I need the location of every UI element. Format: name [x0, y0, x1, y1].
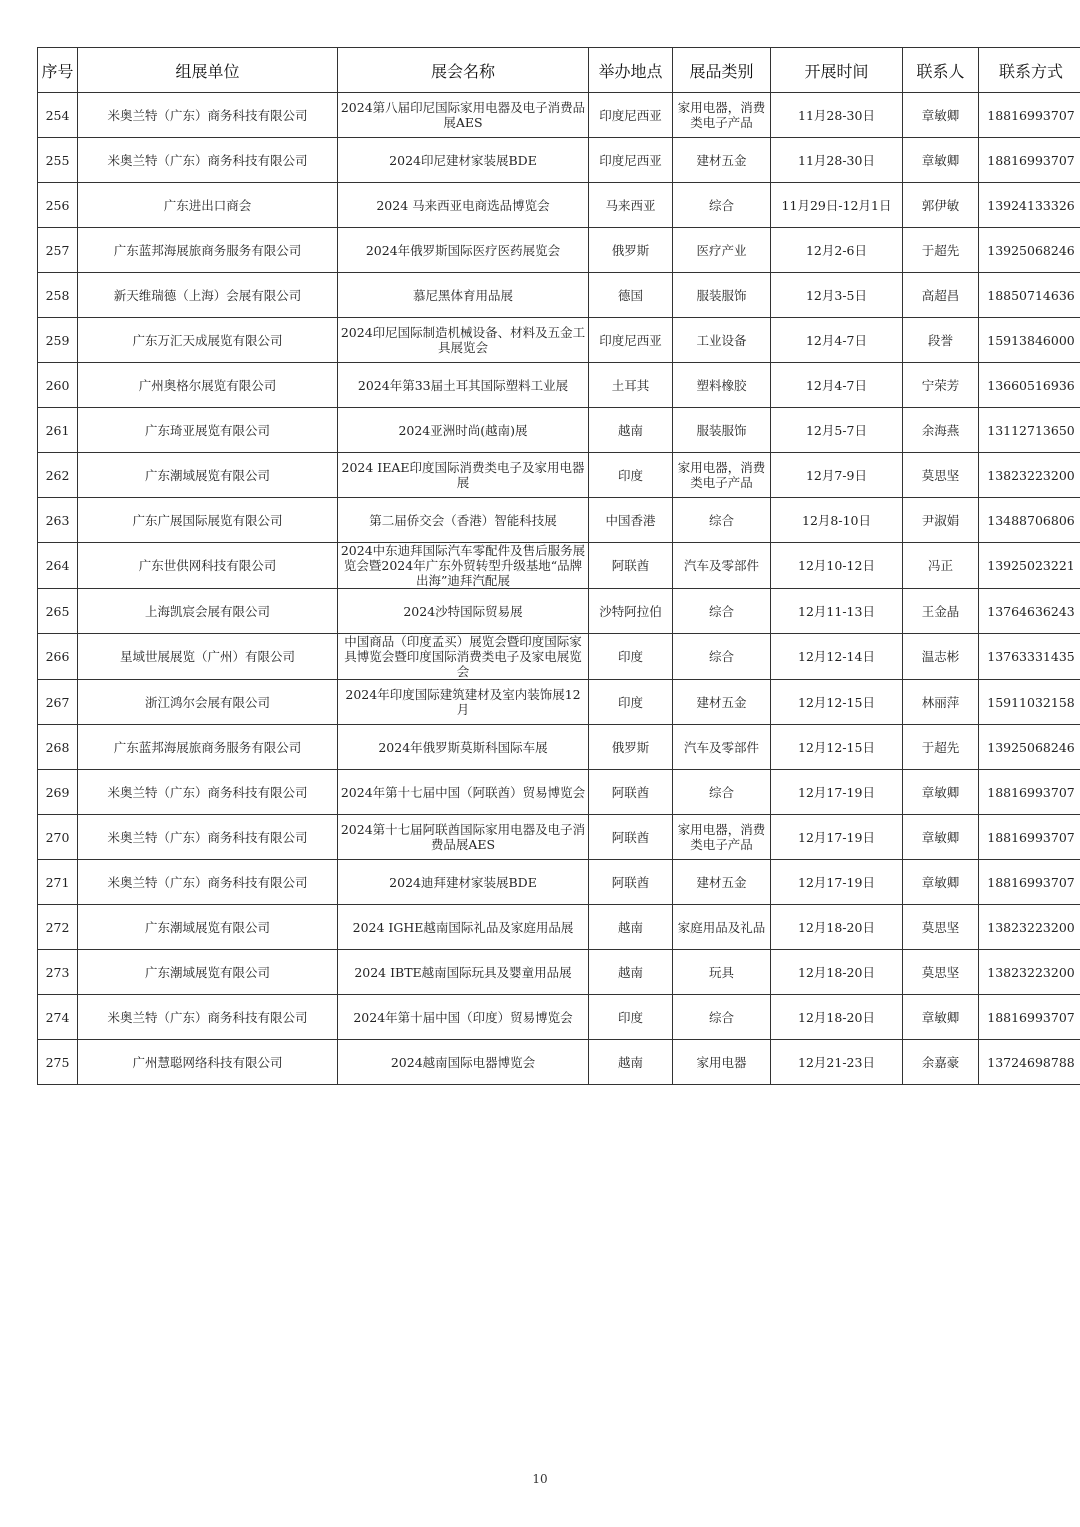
dates-cell: 12月7-9日 [771, 453, 903, 498]
dates-cell: 12月11-13日 [771, 589, 903, 634]
contact-phone-cell: 13660516936 [979, 363, 1080, 408]
index-cell: 255 [38, 138, 78, 183]
organizer-cell: 米奥兰特（广东）商务科技有限公司 [78, 815, 338, 860]
contact-person-cell: 章敏卿 [903, 815, 979, 860]
table-row [38, 770, 1080, 815]
location-cell: 俄罗斯 [589, 228, 673, 273]
category-cell: 综合 [673, 183, 771, 228]
organizer-cell: 广东琦亚展览有限公司 [78, 408, 338, 453]
category-cell: 综合 [673, 634, 771, 680]
exhibition-schedule-table [37, 47, 1080, 1085]
dates-cell: 11月29日-12月1日 [771, 183, 903, 228]
contact-phone-cell: 18816993707 [979, 93, 1080, 138]
category-cell: 塑料橡胶 [673, 363, 771, 408]
index-cell: 272 [38, 905, 78, 950]
exhibition-name-cell: 2024 马来西亚电商选品博览会 [338, 183, 589, 228]
index-cell: 274 [38, 995, 78, 1040]
table-body [38, 93, 1080, 1085]
index-cell: 268 [38, 725, 78, 770]
exhibition-name-cell: 2024 IEAE印度国际消费类电子及家用电器展 [338, 453, 589, 498]
location-cell: 土耳其 [589, 363, 673, 408]
organizer-cell: 上海凯宸会展有限公司 [78, 589, 338, 634]
contact-phone-cell: 15913846000 [979, 318, 1080, 363]
table-row [38, 589, 1080, 634]
table-row [38, 228, 1080, 273]
index-cell: 271 [38, 860, 78, 905]
organizer-cell: 广州奥格尔展览有限公司 [78, 363, 338, 408]
contact-phone-cell: 18816993707 [979, 995, 1080, 1040]
category-cell: 医疗产业 [673, 228, 771, 273]
index-cell: 266 [38, 634, 78, 680]
table-row [38, 815, 1080, 860]
index-cell: 267 [38, 680, 78, 725]
table-row [38, 498, 1080, 543]
organizer-cell: 广东万汇天成展览有限公司 [78, 318, 338, 363]
contact-person-cell: 莫思坚 [903, 950, 979, 995]
exhibition-name-cell: 慕尼黑体育用品展 [338, 273, 589, 318]
contact-phone-cell: 13764636243 [979, 589, 1080, 634]
organizer-cell: 米奥兰特（广东）商务科技有限公司 [78, 860, 338, 905]
header-contact-person: 联系人 [903, 48, 979, 93]
location-cell: 马来西亚 [589, 183, 673, 228]
index-cell: 256 [38, 183, 78, 228]
dates-cell: 12月4-7日 [771, 318, 903, 363]
category-cell: 综合 [673, 770, 771, 815]
contact-person-cell: 于超先 [903, 725, 979, 770]
header-contact-phone: 联系方式 [979, 48, 1080, 93]
exhibition-name-cell: 2024亚洲时尚(越南)展 [338, 408, 589, 453]
table-row [38, 93, 1080, 138]
index-cell: 269 [38, 770, 78, 815]
category-cell: 家用电器，消费类电子产品 [673, 453, 771, 498]
exhibition-name-cell: 2024 IBTE越南国际玩具及婴童用品展 [338, 950, 589, 995]
exhibition-name-cell: 2024第十七届阿联酋国际家用电器及电子消费品展AES [338, 815, 589, 860]
dates-cell: 12月8-10日 [771, 498, 903, 543]
table-row [38, 453, 1080, 498]
organizer-cell: 广东世供网科技有限公司 [78, 543, 338, 589]
contact-person-cell: 林丽萍 [903, 680, 979, 725]
contact-phone-cell: 13924133326 [979, 183, 1080, 228]
exhibition-name-cell: 2024印尼建材家装展BDE [338, 138, 589, 183]
exhibition-name-cell: 2024沙特国际贸易展 [338, 589, 589, 634]
dates-cell: 12月5-7日 [771, 408, 903, 453]
location-cell: 印度尼西亚 [589, 93, 673, 138]
index-cell: 257 [38, 228, 78, 273]
table-row [38, 183, 1080, 228]
dates-cell: 12月2-6日 [771, 228, 903, 273]
dates-cell: 12月18-20日 [771, 995, 903, 1040]
exhibition-name-cell: 2024越南国际电器博览会 [338, 1040, 589, 1085]
index-cell: 260 [38, 363, 78, 408]
location-cell: 阿联酋 [589, 860, 673, 905]
location-cell: 越南 [589, 905, 673, 950]
organizer-cell: 米奥兰特（广东）商务科技有限公司 [78, 138, 338, 183]
index-cell: 264 [38, 543, 78, 589]
organizer-cell: 广东潮域展览有限公司 [78, 905, 338, 950]
header-index: 序号 [38, 48, 78, 93]
contact-phone-cell: 13925068246 [979, 228, 1080, 273]
contact-person-cell: 郭伊敏 [903, 183, 979, 228]
table-row [38, 543, 1080, 589]
category-cell: 家用电器，消费类电子产品 [673, 93, 771, 138]
table-header-row [38, 48, 1080, 93]
organizer-cell: 广东进出口商会 [78, 183, 338, 228]
category-cell: 服装服饰 [673, 408, 771, 453]
contact-phone-cell: 13112713650 [979, 408, 1080, 453]
contact-person-cell: 高超昌 [903, 273, 979, 318]
location-cell: 印度尼西亚 [589, 138, 673, 183]
location-cell: 印度 [589, 995, 673, 1040]
index-cell: 265 [38, 589, 78, 634]
exhibition-name-cell: 2024迪拜建材家装展BDE [338, 860, 589, 905]
index-cell: 262 [38, 453, 78, 498]
organizer-cell: 米奥兰特（广东）商务科技有限公司 [78, 770, 338, 815]
dates-cell: 12月12-15日 [771, 725, 903, 770]
exhibition-name-cell: 2024年印度国际建筑建材及室内装饰展12月 [338, 680, 589, 725]
exhibition-name-cell: 2024中东迪拜国际汽车零配件及售后服务展览会暨2024年广东外贸转型升级基地“品牌出海”迪拜汽配展 [338, 543, 589, 589]
contact-person-cell: 莫思坚 [903, 453, 979, 498]
contact-phone-cell: 13763331435 [979, 634, 1080, 680]
contact-person-cell: 尹淑娟 [903, 498, 979, 543]
category-cell: 建材五金 [673, 138, 771, 183]
contact-person-cell: 余嘉豪 [903, 1040, 979, 1085]
header-dates: 开展时间 [771, 48, 903, 93]
dates-cell: 12月12-14日 [771, 634, 903, 680]
dates-cell: 12月4-7日 [771, 363, 903, 408]
contact-person-cell: 冯正 [903, 543, 979, 589]
dates-cell: 12月17-19日 [771, 770, 903, 815]
contact-person-cell: 章敏卿 [903, 995, 979, 1040]
location-cell: 阿联酋 [589, 543, 673, 589]
table-row [38, 995, 1080, 1040]
table-row [38, 905, 1080, 950]
exhibition-name-cell: 2024年俄罗斯莫斯科国际车展 [338, 725, 589, 770]
exhibition-name-cell: 中国商品（印度孟买）展览会暨印度国际家具博览会暨印度国际消费类电子及家电展览会 [338, 634, 589, 680]
dates-cell: 11月28-30日 [771, 138, 903, 183]
organizer-cell: 广东广展国际展览有限公司 [78, 498, 338, 543]
category-cell: 玩具 [673, 950, 771, 995]
header-exhibition-name: 展会名称 [338, 48, 589, 93]
table-row [38, 725, 1080, 770]
contact-person-cell: 余海燕 [903, 408, 979, 453]
category-cell: 家用电器 [673, 1040, 771, 1085]
table-row [38, 138, 1080, 183]
index-cell: 270 [38, 815, 78, 860]
location-cell: 越南 [589, 950, 673, 995]
location-cell: 俄罗斯 [589, 725, 673, 770]
organizer-cell: 星域世展展览（广州）有限公司 [78, 634, 338, 680]
location-cell: 印度 [589, 680, 673, 725]
exhibition-name-cell: 2024年第十届中国（印度）贸易博览会 [338, 995, 589, 1040]
category-cell: 服装服饰 [673, 273, 771, 318]
contact-person-cell: 章敏卿 [903, 93, 979, 138]
exhibition-name-cell: 2024第八届印尼国际家用电器及电子消费品展AES [338, 93, 589, 138]
table-row [38, 318, 1080, 363]
index-cell: 275 [38, 1040, 78, 1085]
dates-cell: 12月18-20日 [771, 950, 903, 995]
contact-phone-cell: 13925023221 [979, 543, 1080, 589]
category-cell: 综合 [673, 589, 771, 634]
location-cell: 沙特阿拉伯 [589, 589, 673, 634]
dates-cell: 11月28-30日 [771, 93, 903, 138]
contact-phone-cell: 18816993707 [979, 138, 1080, 183]
exhibition-name-cell: 第二届侨交会（香港）智能科技展 [338, 498, 589, 543]
organizer-cell: 广东蓝邦海展旅商务服务有限公司 [78, 725, 338, 770]
contact-phone-cell: 18816993707 [979, 860, 1080, 905]
contact-person-cell: 温志彬 [903, 634, 979, 680]
contact-phone-cell: 18816993707 [979, 815, 1080, 860]
contact-person-cell: 宁荣芳 [903, 363, 979, 408]
contact-phone-cell: 13724698788 [979, 1040, 1080, 1085]
location-cell: 印度尼西亚 [589, 318, 673, 363]
organizer-cell: 广东潮域展览有限公司 [78, 950, 338, 995]
contact-phone-cell: 18850714636 [979, 273, 1080, 318]
index-cell: 259 [38, 318, 78, 363]
location-cell: 德国 [589, 273, 673, 318]
header-organizer: 组展单位 [78, 48, 338, 93]
contact-phone-cell: 13823223200 [979, 950, 1080, 995]
location-cell: 越南 [589, 1040, 673, 1085]
category-cell: 综合 [673, 995, 771, 1040]
category-cell: 汽车及零部件 [673, 725, 771, 770]
exhibition-name-cell: 2024印尼国际制造机械设备、材料及五金工具展览会 [338, 318, 589, 363]
contact-person-cell: 段誉 [903, 318, 979, 363]
page-number: 10 [532, 1472, 548, 1486]
dates-cell: 12月3-5日 [771, 273, 903, 318]
location-cell: 中国香港 [589, 498, 673, 543]
organizer-cell: 浙江鸿尔会展有限公司 [78, 680, 338, 725]
dates-cell: 12月10-12日 [771, 543, 903, 589]
contact-person-cell: 莫思坚 [903, 905, 979, 950]
table-row [38, 950, 1080, 995]
category-cell: 汽车及零部件 [673, 543, 771, 589]
category-cell: 建材五金 [673, 860, 771, 905]
table-row [38, 1040, 1080, 1085]
table-row [38, 408, 1080, 453]
table-row [38, 860, 1080, 905]
dates-cell: 12月18-20日 [771, 905, 903, 950]
table-row [38, 634, 1080, 680]
header-location: 举办地点 [589, 48, 673, 93]
location-cell: 阿联酋 [589, 815, 673, 860]
organizer-cell: 广东潮域展览有限公司 [78, 453, 338, 498]
index-cell: 258 [38, 273, 78, 318]
location-cell: 越南 [589, 408, 673, 453]
category-cell: 建材五金 [673, 680, 771, 725]
category-cell: 家用电器，消费类电子产品 [673, 815, 771, 860]
contact-person-cell: 章敏卿 [903, 860, 979, 905]
exhibition-name-cell: 2024年俄罗斯国际医疗医药展览会 [338, 228, 589, 273]
category-cell: 家庭用品及礼品 [673, 905, 771, 950]
organizer-cell: 广州慧聪网络科技有限公司 [78, 1040, 338, 1085]
location-cell: 印度 [589, 634, 673, 680]
contact-person-cell: 王金晶 [903, 589, 979, 634]
dates-cell: 12月17-19日 [771, 815, 903, 860]
contact-person-cell: 章敏卿 [903, 770, 979, 815]
location-cell: 阿联酋 [589, 770, 673, 815]
dates-cell: 12月12-15日 [771, 680, 903, 725]
exhibition-name-cell: 2024年第十七届中国（阿联酋）贸易博览会 [338, 770, 589, 815]
contact-phone-cell: 13823223200 [979, 905, 1080, 950]
location-cell: 印度 [589, 453, 673, 498]
dates-cell: 12月21-23日 [771, 1040, 903, 1085]
category-cell: 工业设备 [673, 318, 771, 363]
contact-phone-cell: 13488706806 [979, 498, 1080, 543]
index-cell: 263 [38, 498, 78, 543]
organizer-cell: 米奥兰特（广东）商务科技有限公司 [78, 93, 338, 138]
table-row [38, 363, 1080, 408]
contact-person-cell: 于超先 [903, 228, 979, 273]
organizer-cell: 广东蓝邦海展旅商务服务有限公司 [78, 228, 338, 273]
header-category: 展品类别 [673, 48, 771, 93]
contact-phone-cell: 13925068246 [979, 725, 1080, 770]
contact-person-cell: 章敏卿 [903, 138, 979, 183]
table-row [38, 680, 1080, 725]
category-cell: 综合 [673, 498, 771, 543]
contact-phone-cell: 15911032158 [979, 680, 1080, 725]
table-row [38, 273, 1080, 318]
exhibition-name-cell: 2024年第33届土耳其国际塑料工业展 [338, 363, 589, 408]
index-cell: 261 [38, 408, 78, 453]
contact-phone-cell: 13823223200 [979, 453, 1080, 498]
organizer-cell: 新天维瑞德（上海）会展有限公司 [78, 273, 338, 318]
index-cell: 254 [38, 93, 78, 138]
dates-cell: 12月17-19日 [771, 860, 903, 905]
exhibition-name-cell: 2024 IGHE越南国际礼品及家庭用品展 [338, 905, 589, 950]
organizer-cell: 米奥兰特（广东）商务科技有限公司 [78, 995, 338, 1040]
index-cell: 273 [38, 950, 78, 995]
contact-phone-cell: 18816993707 [979, 770, 1080, 815]
